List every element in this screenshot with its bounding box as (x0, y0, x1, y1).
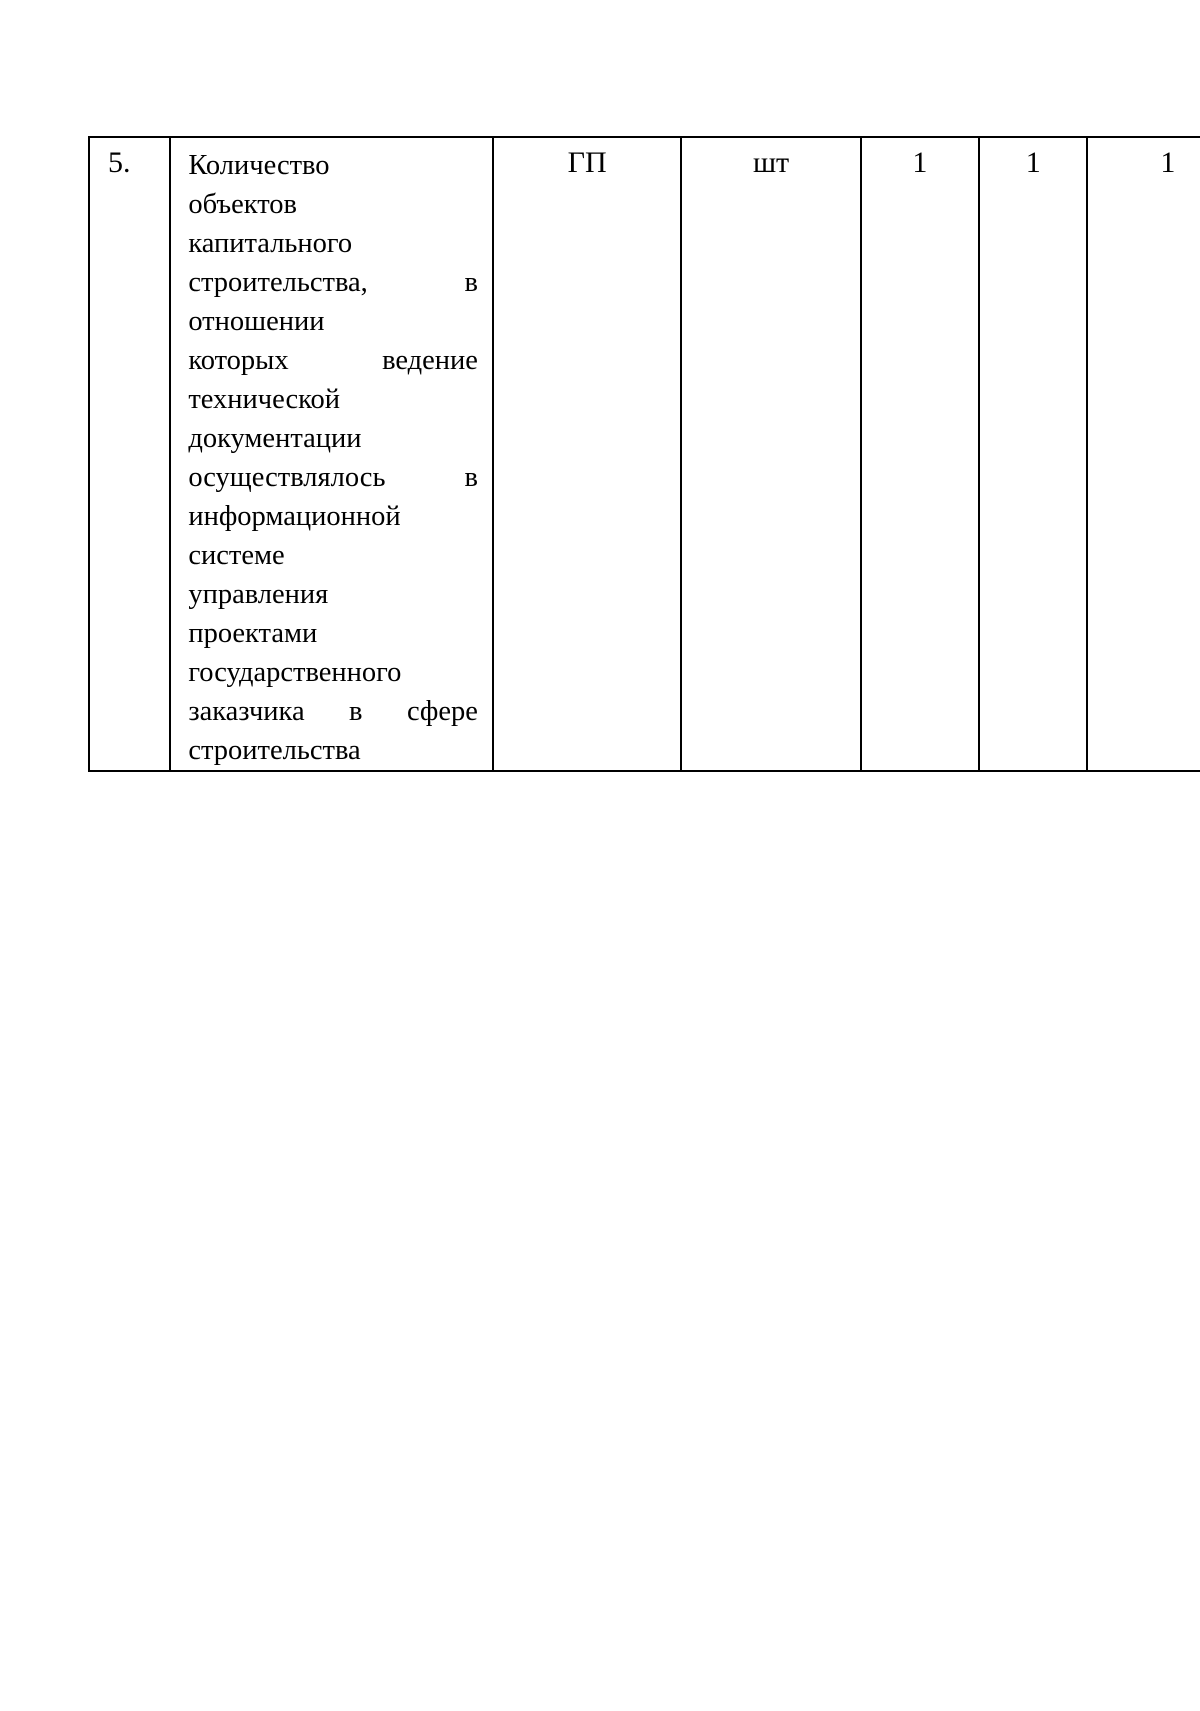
indicator-name-line (188, 263, 478, 302)
indicator-name-line (188, 536, 478, 575)
cell-value-3 (1087, 137, 1200, 771)
indicator-name-word: Количество (188, 150, 330, 181)
cell-value-2 (979, 137, 1087, 771)
indicator-name-line (188, 224, 478, 263)
indicator-name-word: технической (188, 384, 341, 415)
indicator-name-line (188, 731, 478, 770)
cell-row-number (89, 137, 170, 771)
indicator-name-word: системе (188, 540, 285, 571)
unit-of-measure: шт (752, 146, 790, 179)
indicator-name-word: отношении (188, 306, 325, 337)
indicator-name-line (188, 653, 478, 692)
row-number: 5. (108, 146, 131, 179)
indicator-name-word: объектов (188, 189, 297, 220)
table-row (89, 137, 1200, 771)
indicator-name-line (188, 497, 478, 536)
indicator-name-word: управления (188, 579, 329, 610)
indicator-name-word: строительства (188, 735, 361, 766)
indicator-name-word: которых (188, 345, 289, 376)
indicator-name-word: сфере (406, 696, 478, 727)
indicator-name-line (188, 380, 478, 419)
indicator-name-line (188, 614, 478, 653)
indicator-name-word: в (464, 462, 478, 493)
indicator-name-line (188, 419, 478, 458)
indicator-name-word: строительства, (188, 267, 368, 298)
value-2: 1 (1025, 146, 1041, 179)
indicator-name-word: заказчика (188, 696, 305, 727)
indicator-name-line (188, 185, 478, 224)
cell-indicator-type (493, 137, 681, 771)
indicator-name-word: информационной (188, 501, 401, 532)
value-3: 1 (1160, 146, 1176, 179)
indicator-table (88, 136, 1200, 772)
indicator-name-line (188, 575, 478, 614)
indicator-name-line (188, 341, 478, 380)
indicator-name-line (188, 146, 478, 185)
indicator-name-line (188, 692, 478, 731)
indicator-name-word: в (349, 696, 363, 727)
indicator-name-line (188, 458, 478, 497)
indicator-name-word: проектами (188, 618, 318, 649)
indicator-name-word: государственного (188, 657, 402, 688)
indicator-name-line (188, 302, 478, 341)
cell-unit (681, 137, 860, 771)
indicator-name-word: капитального (188, 228, 353, 259)
value-1: 1 (912, 146, 928, 179)
cell-indicator-name (170, 137, 493, 771)
indicator-name-word: в (464, 267, 478, 298)
indicator-name-word: документации (188, 423, 362, 454)
indicator-name-word: осуществлялось (188, 462, 386, 493)
indicator-name-word: ведение (382, 345, 478, 376)
cell-value-1 (861, 137, 979, 771)
indicator-type: ГП (567, 146, 607, 179)
indicator-name (171, 138, 492, 770)
